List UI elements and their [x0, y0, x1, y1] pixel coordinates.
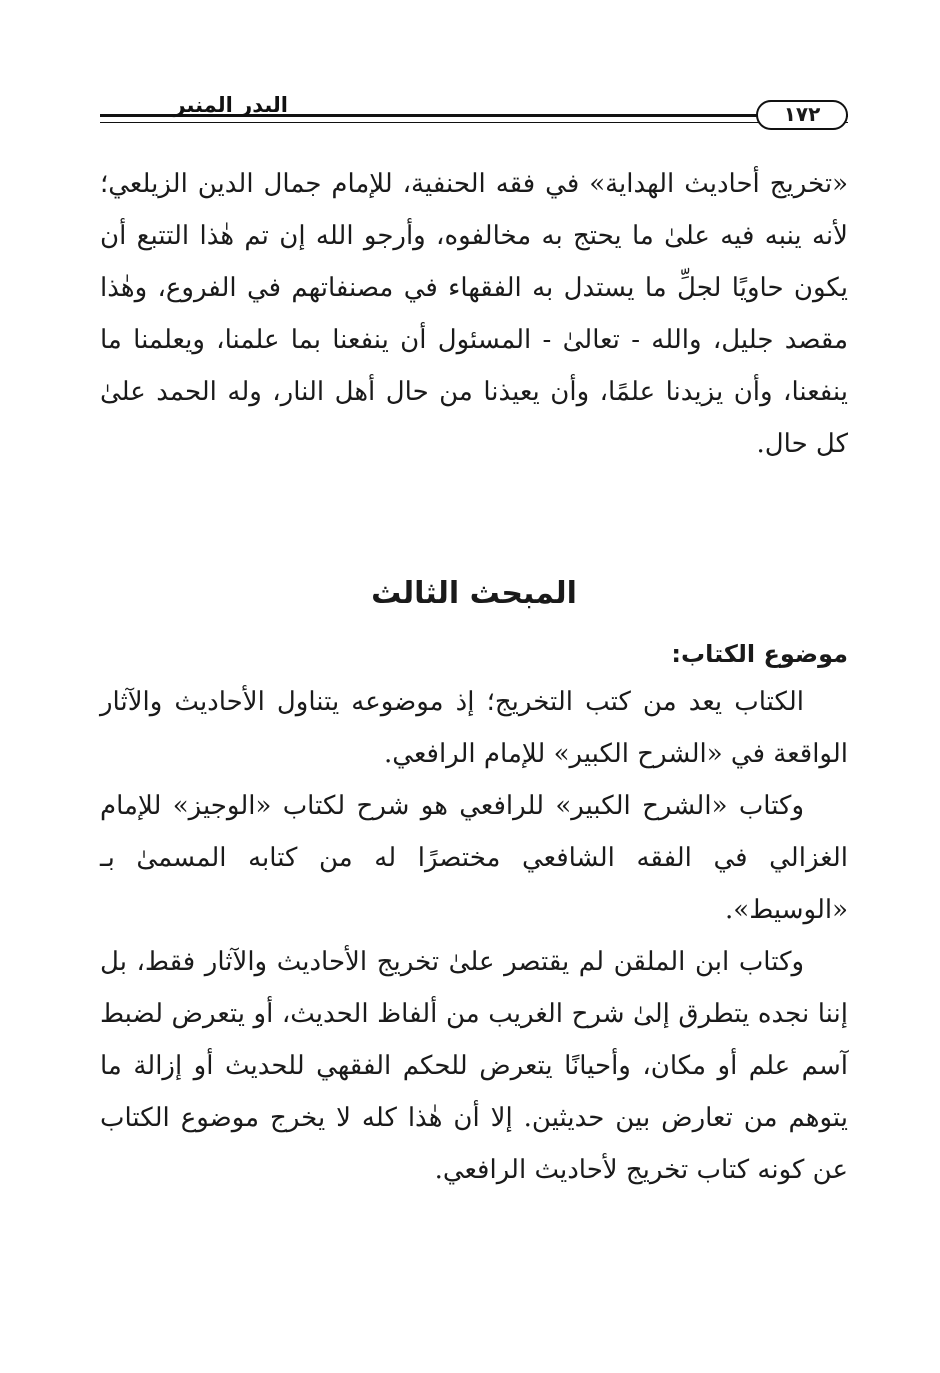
page-number: ١٧٢	[756, 100, 848, 130]
section-body	[100, 676, 848, 1196]
body-paragraph: الكتاب يعد من كتب التخريج؛ إذ موضوعه يتناول الأحاديث والآثار الواقعة في «الشرح الكبير» للإمام الرافعي.	[100, 687, 848, 769]
section-subheading: موضوع الكتاب:	[671, 640, 848, 668]
header-rule-thick	[100, 114, 848, 117]
body-paragraph: وكتاب ابن الملقن لم يقتصر علىٰ تخريج الأحاديث والآثار فقط، بل إننا نجده يتطرق إلىٰ شرح الغريب من ألفاظ الحديث، أو يتعرض لضبط آسم علم أو مكان، وأحيانًا يتعرض للحكم الفقهي للحديث أو إزالة ما يتوهم من تعارض بين حديثين. إلا أن هٰذا كله لا يخرج موضوع الكتاب عن كونه كتاب تخريج لأحاديث الرافعي.	[100, 947, 848, 1185]
running-title: البدر المنير	[173, 93, 288, 117]
page-header	[100, 92, 848, 142]
section-title: المبحث الثالث	[371, 576, 577, 611]
body-paragraph: وكتاب «الشرح الكبير» للرافعي هو شرح لكتاب «الوجيز» للإمام الغزالي في الفقه الشافعي مختصرًا له من كتابه المسمىٰ بـ «الوسيط».	[100, 791, 848, 925]
header-rule-thin	[100, 122, 848, 123]
intro-paragraph: «تخريج أحاديث الهداية» في فقه الحنفية، للإمام جمال الدين الزيلعي؛ لأنه ينبه فيه علىٰ ما يحتج به مخالفوه، وأرجو الله إن تم هٰذا التتبع أن يكون حاويًا لجلِّ ما يستدل به الفقهاء في مصنفاتهم في الفروع، وهٰذا مقصد جليل، والله - تعالىٰ - المسئول أن ينفعنا بما علمنا، ويعلمنا ما ينفعنا، وأن يزيدنا علمًا، وأن يعيذنا من حال أهل النار، وله الحمد علىٰ كل حال.	[100, 169, 848, 459]
